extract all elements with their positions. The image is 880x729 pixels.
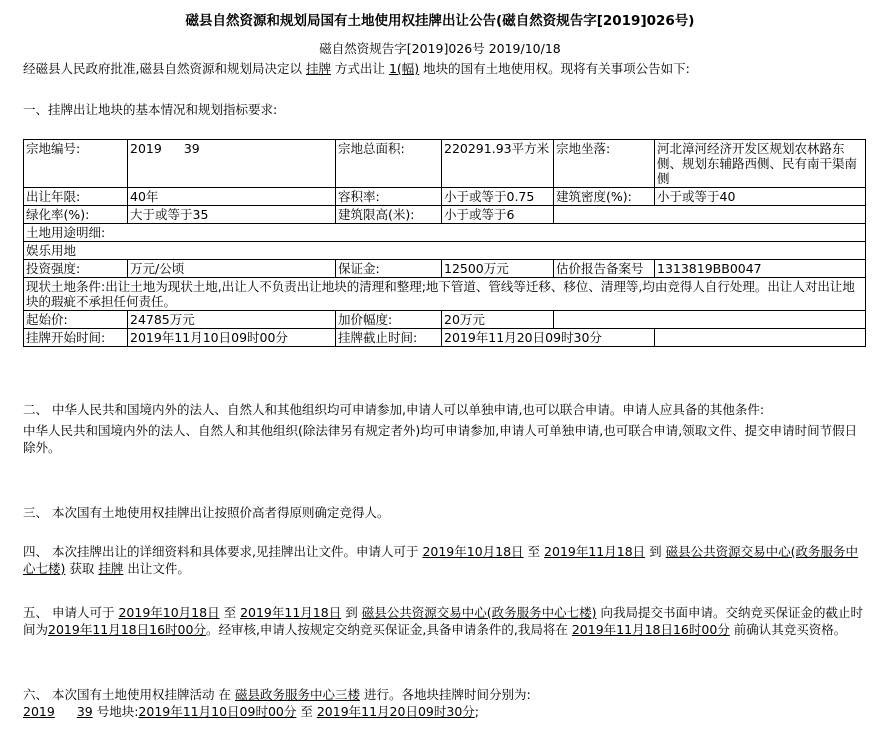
apply-place: 磁县公共资源交易中心(政务服务中心七楼) bbox=[361, 605, 597, 620]
doc-meta bbox=[0, 40, 880, 57]
far-label: 容积率: bbox=[336, 188, 442, 206]
section-4: 四、 本次挂牌出让的详细资料和具体要求,见挂牌出让文件。申请人可于 2019年10月18日 至 2019年11月18日 到 磁县公共资源交易中心(政务服务中心七楼) 获取 挂牌 出让文件。 bbox=[23, 544, 859, 576]
land-use-value: 娱乐用地 bbox=[24, 242, 866, 260]
doc-place: 磁县公共资源交易中心(政务服务中心七楼) bbox=[23, 544, 859, 576]
green-label: 绿化率(%): bbox=[24, 206, 128, 224]
section-6 bbox=[23, 686, 863, 720]
start-price-label: 起始价: bbox=[24, 311, 128, 329]
doc-start-date: 2019年10月18日 bbox=[422, 544, 524, 559]
start-price-value: 24785万元 bbox=[128, 311, 336, 329]
schedule-end: 2019年11月20日09时30分 bbox=[316, 704, 475, 719]
listing-end-label: 挂牌截止时间: bbox=[336, 329, 442, 347]
section-6-line-1: 六、 本次国有土地使用权挂牌活动 在 磁县政务服务中心三楼 进行。各地块挂牌时间分别为: bbox=[23, 687, 531, 702]
table-row bbox=[24, 278, 866, 311]
far-value: 小于或等于0.75 bbox=[442, 188, 554, 206]
empty-cell bbox=[554, 206, 866, 224]
section-2 bbox=[23, 401, 863, 456]
table-row bbox=[24, 242, 866, 260]
doc-end-date: 2019年11月18日 bbox=[544, 544, 646, 559]
deposit-value: 12500万元 bbox=[442, 260, 554, 278]
total-area-value: 220291.93平方米 bbox=[442, 140, 554, 188]
land-use-label: 土地用途明细: bbox=[24, 224, 866, 242]
parcel-number: 2019 39 bbox=[23, 704, 93, 719]
increment-label: 加价幅度: bbox=[336, 311, 442, 329]
parcel-no-label: 宗地编号: bbox=[24, 140, 128, 188]
listing-start-label: 挂牌开始时间: bbox=[24, 329, 128, 347]
table-row bbox=[24, 311, 866, 329]
deposit-deadline: 2019年11月18日16时00分 bbox=[48, 622, 206, 637]
transfer-method: 挂牌 bbox=[305, 61, 331, 76]
table-row bbox=[24, 140, 866, 188]
schedule-start: 2019年11月10日09时00分 bbox=[138, 704, 297, 719]
apply-end-date: 2019年11月18日 bbox=[240, 605, 342, 620]
table-row bbox=[24, 260, 866, 278]
invest-value: 万元/公顷 bbox=[128, 260, 336, 278]
table-row bbox=[24, 224, 866, 242]
green-value: 大于或等于35 bbox=[128, 206, 336, 224]
page-title: 磁县自然资源和规划局国有土地使用权挂牌出让公告(磁自然资规告字[2019]026号) bbox=[185, 13, 695, 29]
height-value: 小于或等于6 bbox=[442, 206, 554, 224]
density-value: 小于或等于40 bbox=[655, 188, 866, 206]
section-3: 三、 本次国有土地使用权挂牌出让按照价高者得原则确定竞得人。 bbox=[23, 505, 390, 520]
empty-cell bbox=[554, 311, 866, 329]
density-label: 建筑密度(%): bbox=[554, 188, 655, 206]
section-2-heading: 二、 中华人民共和国境内外的法人、自然人和其他组织均可申请参加,申请人可以单独申请,也可以联合申请。申请人应具备的其他条件: bbox=[23, 402, 765, 417]
height-label: 建筑限高(米): bbox=[336, 206, 442, 224]
term-label: 出让年限: bbox=[24, 188, 128, 206]
appraisal-value: 1313819BB0047 bbox=[655, 260, 866, 278]
auction-place: 磁县政务服务中心三楼 bbox=[234, 687, 360, 702]
table-row bbox=[24, 329, 866, 347]
section-2-body: 中华人民共和国境内外的法人、自然人和其他组织(除法律另有规定者外)均可申请参加,申请人可单独申请,也可联合申请,领取文件、提交申请时间节假日除外。 bbox=[23, 423, 858, 455]
parcel-info-table bbox=[23, 139, 866, 347]
parcel-count: 1(幅) bbox=[388, 61, 420, 76]
doc-date: 2019/10/18 bbox=[488, 41, 561, 56]
section-6-line-2: 2019 39 号地块:2019年11月10日09时00分 至 2019年11月20日09时30分; bbox=[23, 704, 479, 719]
table-row bbox=[24, 206, 866, 224]
deposit-label: 保证金: bbox=[336, 260, 442, 278]
location-label: 宗地坐落: bbox=[554, 140, 655, 188]
listing-start-value: 2019年11月10日09时00分 bbox=[128, 329, 336, 347]
doc-number: 磁自然资规告字[2019]026号 bbox=[319, 41, 485, 56]
intro-paragraph: 经磁县人民政府批准,磁县自然资源和规划局决定以 挂牌 方式出让 1(幅) 地块的国有土地使用权。现将有关事项公告如下: bbox=[23, 61, 690, 76]
table-row bbox=[24, 188, 866, 206]
invest-label: 投资强度: bbox=[24, 260, 128, 278]
term-value: 40年 bbox=[128, 188, 336, 206]
appraisal-label: 估价报告备案号 bbox=[554, 260, 655, 278]
listing-word: 挂牌 bbox=[98, 561, 124, 576]
empty-cell bbox=[655, 329, 866, 347]
apply-start-date: 2019年10月18日 bbox=[118, 605, 220, 620]
listing-end-value: 2019年11月20日09时30分 bbox=[442, 329, 655, 347]
land-condition: 现状土地条件:出让土地为现状土地,出让人不负责出让地块的清理和整理;地下管道、管线等迁移、移位、清理等,均由竞得人自行处理。出让人对出让地块的瑕疵不承担任何责任。 bbox=[24, 278, 866, 311]
section-5: 五、 申请人可于 2019年10月18日 至 2019年11月18日 到 磁县公共资源交易中心(政务服务中心七楼) 向我局提交书面申请。交纳竞买保证金的截止时间为2019年11月18日16时00分。经审核,申请人按规定交纳竞买保证金,具备申请条件的,我局将在 2019年11月18日16时00分 前确认其竞买资格。 bbox=[23, 605, 863, 637]
total-area-label: 宗地总面积: bbox=[336, 140, 442, 188]
section-1-heading: 一、挂牌出让地块的基本情况和规划指标要求: bbox=[23, 102, 278, 117]
increment-value: 20万元 bbox=[442, 311, 554, 329]
confirm-time: 2019年11月18日16时00分 bbox=[571, 622, 730, 637]
parcel-no-value: 2019 39 bbox=[128, 140, 336, 188]
location-value: 河北漳河经济开发区规划农林路东侧、规划东辅路西侧、民有南干渠南侧 bbox=[655, 140, 866, 188]
